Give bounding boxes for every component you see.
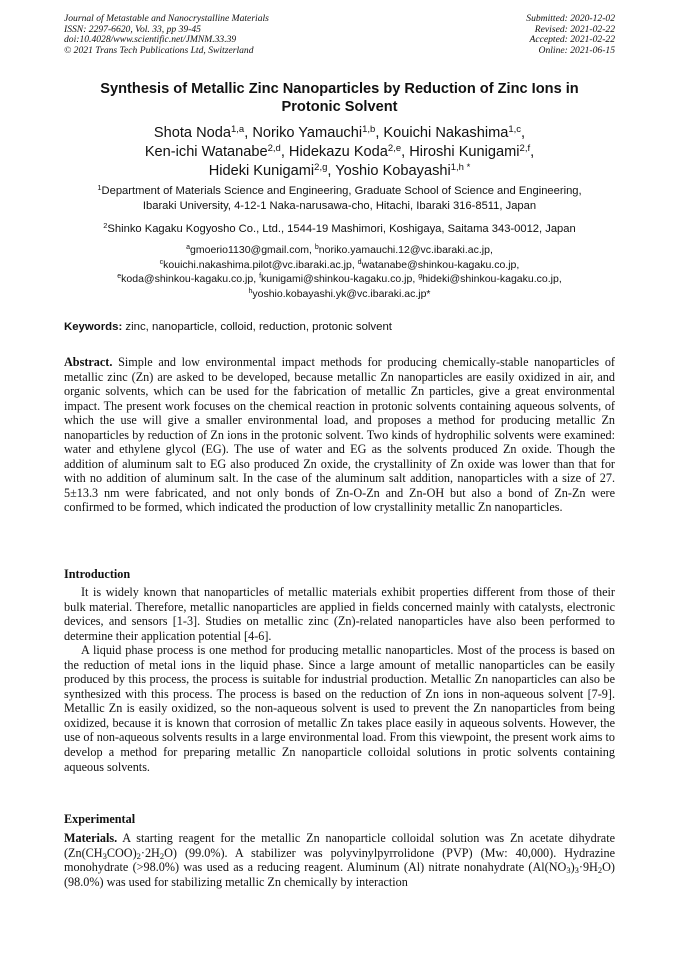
author-affil: 2,e bbox=[387, 143, 402, 154]
email-marker: c bbox=[159, 258, 164, 266]
journal-name: Journal of Metastable and Nanocrystalline Materials bbox=[64, 13, 269, 24]
paragraph bbox=[64, 831, 615, 889]
text-run: O) (98.0%) was used for stabilizing metallic Zn chemically by interaction bbox=[64, 860, 615, 889]
author-list bbox=[64, 124, 615, 181]
author-name: Hideki Kunigami bbox=[208, 163, 315, 179]
email-list bbox=[64, 243, 615, 301]
submission-dates bbox=[526, 14, 615, 56]
author-sep: , bbox=[375, 125, 384, 141]
date-accepted: Accepted: 2021-02-22 bbox=[529, 34, 615, 46]
subscript: 3 bbox=[574, 865, 579, 876]
text-run: ) bbox=[570, 860, 575, 875]
text-run: O) (99.0%). A stabilizer was polyvinylpyrrolidone (PVP) (Mw: 40,000). Hydrazine monohydrate (>98.0%) was used as a reducing reagent. Aluminum (Al) nitrate nonahydrate (Al(NO bbox=[64, 845, 615, 875]
section-heading-experimental: Experimental bbox=[64, 812, 136, 826]
author-affil: 1,c bbox=[508, 124, 522, 135]
email-marker: h bbox=[248, 287, 253, 295]
author-affil: 1,b bbox=[362, 124, 376, 135]
text-run: A starting reagent for the metallic Zn nanoparticle colloidal solution was Zn acetate dihydrate (Zn(CH bbox=[64, 831, 615, 860]
affiliation-text: Ibaraki University, 4-12-1 Naka-narusawa-cho, Hitachi, Ibaraki 316-8511, Japan bbox=[142, 200, 537, 212]
paragraph: A liquid phase process is one method for producing metallic nanoparticles. Most of the process is based on the reduction of metal ions in the liquid phase. Since a large amount of metallic nanoparticles can be easily produced by this process, the process is suitable for industrial production. Metallic Zn nanoparticles can also be synthesized with this process. The process is based on the reduction of Zn ions in non-aqueous solvent [7-9]. Metallic Zn is easily oxidized, so the non-aqueous solvent is used to prevent the Zn nanoparticles from being oxidized, because it is known that corrosion of metallic Zn takes place easily in aqueous solvents. However, the use of non-aqueous solvents results in a large environmental load. From this viewpoint, the present work aims to develop a method for preparing metallic Zn nanoparticle colloidal solutions in protic solvents containing aqueous solvents. bbox=[64, 643, 615, 774]
author-sep: , bbox=[530, 144, 535, 160]
email-marker: a bbox=[186, 244, 191, 251]
email-line bbox=[64, 258, 615, 273]
affiliation-text: Shinko Kagaku Kogyosho Co., Ltd., 1544-19 Mashimori, Koshigaya, Saitama 343-0012, Japan bbox=[107, 223, 576, 235]
author-sep: , bbox=[280, 144, 289, 160]
email-marker: b bbox=[314, 244, 319, 251]
abstract bbox=[64, 355, 615, 515]
email-link[interactable]: hideki@shinkou-kagaku.co.jp, bbox=[422, 273, 562, 286]
title-line-1: Synthesis of Metallic Zinc Nanoparticles by Reduction of Zinc Ions in bbox=[100, 81, 579, 97]
email-marker: f bbox=[259, 273, 262, 281]
affiliation-text: Department of Materials Science and Engineering, Graduate School of Science and Engineering, bbox=[101, 185, 582, 197]
text-run: ·9H bbox=[578, 860, 598, 875]
author-line-1 bbox=[64, 124, 615, 143]
affiliation-1 bbox=[64, 184, 615, 214]
email-line bbox=[64, 287, 615, 302]
text-run: COO) bbox=[106, 845, 137, 860]
subscript: 2 bbox=[159, 850, 165, 861]
email-line bbox=[64, 272, 615, 287]
email-marker: d bbox=[357, 258, 362, 266]
author-name: Kouichi Nakashima bbox=[383, 125, 509, 141]
abstract-label: Abstract. bbox=[64, 355, 113, 369]
email-marker: g bbox=[418, 273, 423, 281]
author-affil: 2,g bbox=[314, 162, 328, 173]
email-link[interactable]: yoshio.kobayashi.yk@vc.ibaraki.ac.jp* bbox=[252, 287, 431, 300]
author-name: Ken-ichi Watanabe bbox=[144, 144, 268, 160]
email-marker: e bbox=[117, 273, 122, 281]
paragraph: It is widely known that nanoparticles of metallic materials exhibit properties different from those of their bulk material. Therefore, metallic nanoparticles are applied in fields concerned mainly with catalysts, electronic devices, and sensors [1-3]. Studies on metallic zinc (Zn)-related nanoparticles have also been performed to determine their application potential [4-6]. bbox=[64, 585, 615, 643]
author-name: Hidekazu Koda bbox=[288, 144, 388, 160]
keywords bbox=[64, 320, 615, 335]
author-sep: , bbox=[401, 144, 410, 160]
email-line bbox=[64, 243, 615, 258]
author-sep: , bbox=[521, 125, 526, 141]
experimental-body bbox=[64, 831, 615, 889]
journal-doi: doi:10.4028/www.scientific.net/JMNM.33.39 bbox=[64, 34, 237, 46]
author-name: Yoshio Kobayashi bbox=[335, 163, 451, 179]
author-affil: 1,h * bbox=[450, 162, 471, 173]
author-name: Hiroshi Kunigami bbox=[409, 144, 520, 160]
email-link[interactable]: kouichi.nakashima.pilot@vc.ibaraki.ac.jp, bbox=[163, 258, 358, 271]
text-run: ·2H bbox=[140, 845, 160, 860]
keywords-label: Keywords: bbox=[64, 321, 123, 333]
author-affil: 1,a bbox=[230, 124, 245, 135]
author-name: Shota Noda bbox=[153, 125, 231, 141]
author-line-3 bbox=[64, 162, 615, 181]
author-name: Noriko Yamauchi bbox=[252, 125, 363, 141]
affiliation-number: 1 bbox=[97, 183, 102, 192]
date-revised: Revised: 2021-02-22 bbox=[534, 23, 615, 35]
keywords-text: zinc, nanoparticle, colloid, reduction, protonic solvent bbox=[122, 321, 392, 333]
subscript: 3 bbox=[102, 850, 107, 861]
email-link[interactable]: gmoerio1130@gmail.com, bbox=[190, 244, 315, 256]
subscript: 3 bbox=[566, 865, 571, 876]
email-link[interactable]: noriko.yamauchi.12@vc.ibaraki.ac.jp, bbox=[318, 244, 493, 256]
subsection-label: Materials. bbox=[64, 831, 118, 845]
subscript: 2 bbox=[136, 850, 141, 861]
email-link[interactable]: watanabe@shinkou-kagaku.co.jp, bbox=[361, 258, 520, 271]
author-line-2 bbox=[64, 143, 615, 162]
introduction-body bbox=[64, 585, 615, 774]
title-line-2: Protonic Solvent bbox=[281, 99, 398, 115]
journal-issn: ISSN: 2297-6620, Vol. 33, pp 39-45 bbox=[64, 23, 201, 35]
journal-info bbox=[64, 14, 269, 56]
email-link[interactable]: koda@shinkou-kagaku.co.jp, bbox=[121, 273, 260, 286]
date-submitted: Submitted: 2020-12-02 bbox=[526, 13, 615, 24]
author-affil: 2,d bbox=[267, 143, 281, 154]
abstract-text: Simple and low environmental impact methods for producing chemically-stable nanoparticles of metallic zinc (Zn) are asked to be developed, because metallic Zn nanoparticles are easily oxidized in air, and organic solvents, which can be used for the fabrication of metallic Zn particles, give a great environmental impact. The present work focuses on the chemical reaction in protonic solvents containing aqueous solvents, of which the use will give a smaller environmental load, and proposes a method for producing metallic Zn nanoparticles by reduction of Zn ions in the protonic solvent. Two kinds of hydrophilic solvents were examined: water and ethylene glycol (EG). The use of water and EG as the solvents produced Zn oxide. Though the addition of aluminum salt to EG also produced Zn oxide, the crystallinity of Zn oxide was lower than that for with no addition of aluminum salt. In the case of the aluminum salt addition, nanoparticles with a size of 27. 5±13.3 nm were fabricated, and not only bonds of Zn-O-Zn and Zn-OH but also a bond of Zn-Zn were confirmed to be formed, which indicated the production of low crystallinity metallic Zn nanoparticles. bbox=[64, 355, 615, 515]
author-affil: 2,f bbox=[519, 143, 531, 154]
subscript: 2 bbox=[597, 865, 603, 876]
affiliation-2 bbox=[64, 222, 615, 237]
paper-title bbox=[64, 80, 615, 116]
author-sep: , bbox=[244, 125, 253, 141]
date-online: Online: 2021-06-15 bbox=[538, 44, 615, 56]
author-sep: , bbox=[327, 163, 336, 179]
affiliation-number: 2 bbox=[103, 221, 108, 230]
journal-copyright: © 2021 Trans Tech Publications Ltd, Switzerland bbox=[64, 44, 254, 56]
section-heading-introduction: Introduction bbox=[64, 567, 131, 581]
email-link[interactable]: kunigami@shinkou-kagaku.co.jp, bbox=[261, 273, 419, 286]
